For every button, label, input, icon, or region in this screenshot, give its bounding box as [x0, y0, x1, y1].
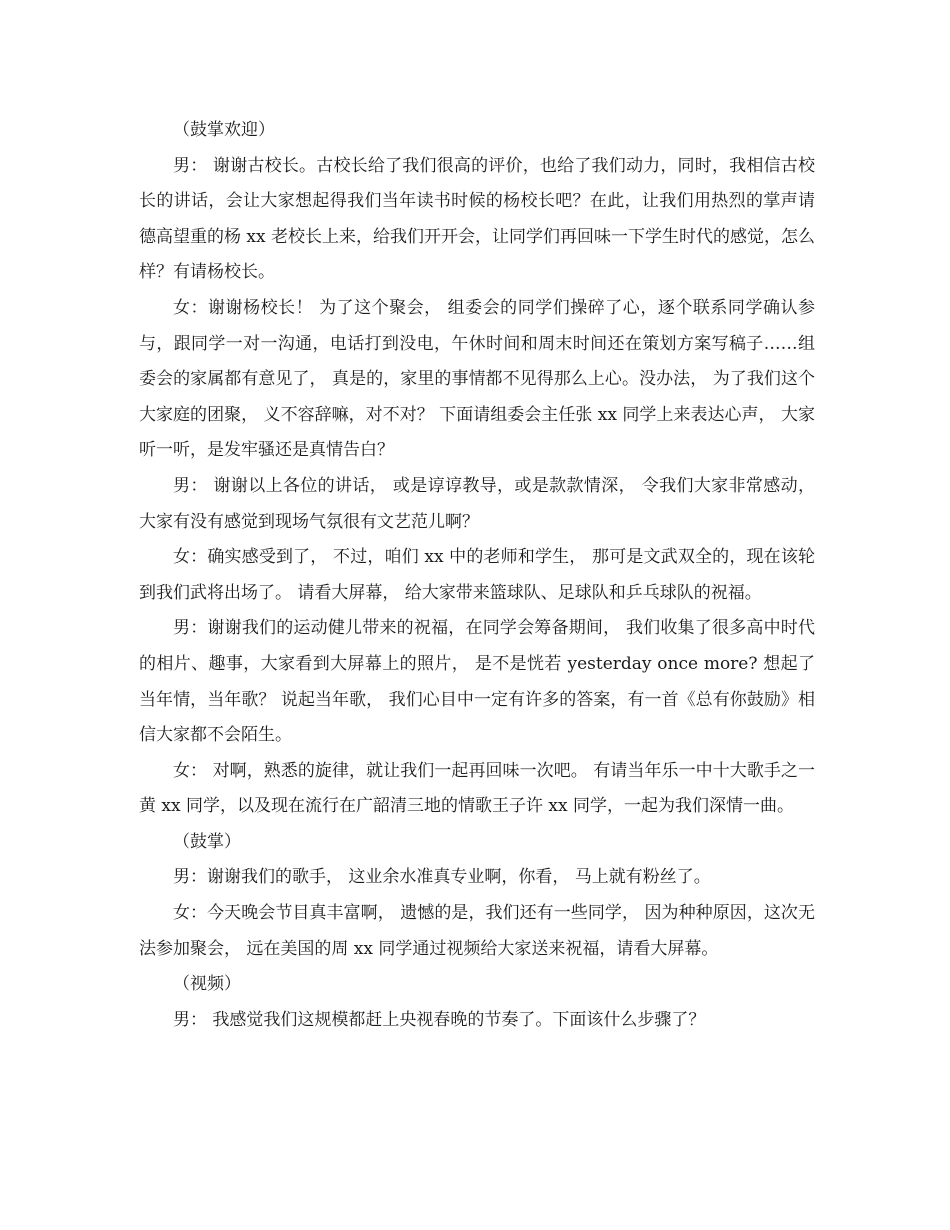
paragraph-female-3: 女： 对啊，熟悉的旋律，就让我们一起再回味一次吧。 有请当年乐一中十大歌手之一黄 xx 同学，以及现在流行在广韶清三地的情歌王子许 xx 同学，一起为我们深情一曲。	[139, 760, 815, 817]
paragraph-applause-welcome: （鼓掌欢迎）	[173, 120, 275, 140]
paragraph-male-4: 男：谢谢我们的歌手， 这业余水准真专业啊，你看， 马上就有粉丝了。	[173, 867, 711, 888]
paragraph-female-2: 女：确实感受到了， 不过，咱们 xx 中的老师和学生， 那可是文武双全的，现在该轮到我们武将出场了。 请看大屏幕， 给大家带来篮球队、足球队和乒乓球队的祝福。	[139, 547, 815, 603]
document-body	[139, 113, 815, 1038]
paragraph-male-5: 男： 我感觉我们这规模都赶上央视春晚的节奏了。下面该什么步骤了？	[173, 1009, 706, 1030]
paragraph-female-4: 女：今天晚会节目真丰富啊， 遗憾的是，我们还有一些同学， 因为种种原因，这次无法参加聚会， 远在美国的周 xx 同学通过视频给大家送来祝福，请看大屏幕。	[139, 903, 815, 959]
paragraph-video: （视频）	[173, 974, 241, 995]
paragraph-male-3: 男：谢谢我们的运动健儿带来的祝福，在同学会筹备期间， 我们收集了很多高中时代的相片、趣事，大家看到大屏幕上的照片， 是不是恍若 yesterday once more? 想起了当年情，当年歌？ 说起当年歌， 我们心目中一定有许多的答案，有一首《总有你鼓励》相信大家都不会陌生。	[139, 618, 815, 746]
paragraph-male-1: 男： 谢谢古校长。古校长给了我们很高的评价，也给了我们动力，同时，我相信古校长的讲话，会让大家想起得我们当年读书时候的杨校长吧？在此，让我们用热烈的掌声请德高望重的杨 xx 老校长上来，给我们开开会，让同学们再回味一下学生时代的感觉，怎么样？有请杨校长。	[139, 155, 815, 283]
paragraph-female-1: 女：谢谢杨校长！ 为了这个聚会， 组委会的同学们操碎了心，逐个联系同学确认参与，跟同学一对一沟通，电话打到没电，午休时间和周末时间还在策划方案写稿子……组委会的家属都有意见了， 真是的，家里的事情都不见得那么上心。没办法， 为了我们这个大家庭的团聚， 义不容辞嘛，对不对？ 下面请组委会主任张 xx 同学上来表达心声， 大家听一听，是发牢骚还是真情告白？	[139, 297, 815, 461]
paragraph-applause: （鼓掌）	[173, 831, 241, 852]
paragraph-male-2: 男： 谢谢以上各位的讲话， 或是谆谆教导，或是款款情深， 令我们大家非常感动， 大家有没有感觉到现场气氛很有文艺范儿啊？	[139, 475, 815, 532]
